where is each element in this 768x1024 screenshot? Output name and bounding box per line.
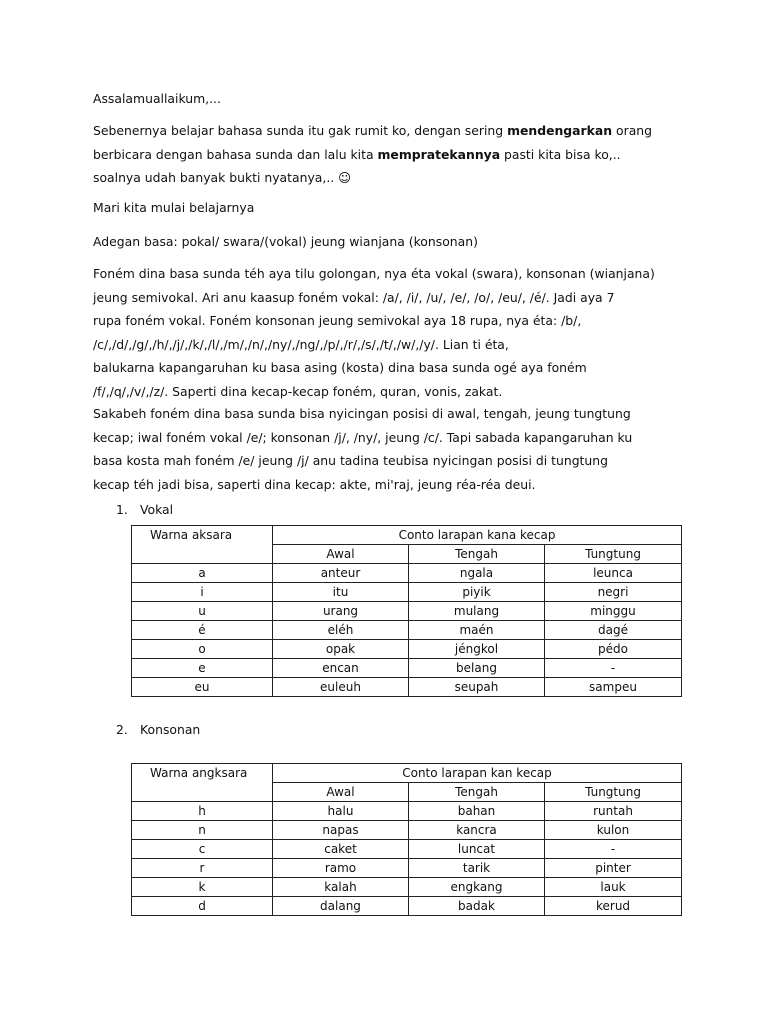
vokal-table — [131, 525, 682, 697]
table-row: i itu piyik negri — [132, 583, 682, 602]
start-line: Mari kita mulai belajarnya — [93, 200, 255, 215]
greeting: Assalamuallaikum,... — [93, 91, 221, 106]
list-item-konsonan: 2. Konsonan — [116, 722, 201, 737]
table-row: d dalang badak kerud — [132, 897, 682, 916]
intro-paragraph — [93, 119, 693, 190]
section-title-konsonan: Konsonan — [140, 722, 201, 737]
bold-word-mempratekannya: mempratekannya — [377, 146, 501, 162]
table-row: c caket luncat - — [132, 840, 682, 859]
table-row: h halu bahan runtah — [132, 802, 682, 821]
posisi-paragraph: Sakabeh foném dina basa sunda bisa nyicingan posisi di awal, tengah, jeung tungtung kecap; iwal foném vokal /e/; konsonan /j/, /ny/, jeung /c/. Tapi sabada kapangaruhan ku basa kosta mah foném /e/ jeung /j/ anu tadina teubisa nyicingan posisi di tungtung kecap téh jadi bisa, saperti dina kecap: akte, mi'raj, jeung réa-réa deui. — [93, 406, 633, 492]
konsonan-table — [131, 763, 682, 916]
intro-line-1: Sebenernya belajar bahasa sunda itu gak rumit ko, dengan sering mendengarkan orang — [93, 123, 653, 138]
table-row: e encan belang - — [132, 659, 682, 678]
table-row: u urang mulang minggu — [132, 602, 682, 621]
bold-word-mendengarkan: mendengarkan — [507, 123, 613, 138]
header-conto-larapan: Conto larapan kana kecap — [273, 526, 682, 545]
section-title-vokal: Vokal — [140, 502, 174, 517]
header-warna-aksara: Warna aksara — [132, 526, 273, 564]
intro-line-3: soalnya udah banyak bukti nyatanya,.. ☺ — [93, 170, 352, 185]
header-tengah: Tengah — [409, 545, 545, 564]
header-tungtung: Tungtung — [545, 545, 682, 564]
adegan-line: Adegan basa: pokal/ swara/(vokal) jeung wianjana (konsonan) — [93, 234, 478, 249]
table-row: r ramo tarik pinter — [132, 859, 682, 878]
header-warna-angksara: Warna angksara — [132, 764, 273, 802]
header-awal: Awal — [273, 783, 409, 802]
header-conto-larapan: Conto larapan kan kecap — [273, 764, 682, 783]
header-tengah: Tengah — [409, 783, 545, 802]
intro-line-2: berbicara dengan bahasa sunda dan lalu kita mempratekannya pasti kita bisa ko,.. — [93, 146, 621, 162]
table-row: k kalah engkang lauk — [132, 878, 682, 897]
table-row: o opak jéngkol pédo — [132, 640, 682, 659]
table-row: eu euleuh seupah sampeu — [132, 678, 682, 697]
table-header-row — [132, 764, 682, 783]
table-header-row — [132, 526, 682, 545]
table-row: a anteur ngala leunca — [132, 564, 682, 583]
list-item-vokal: 1. Vokal — [116, 502, 174, 517]
table-row: n napas kancra kulon — [132, 821, 682, 840]
header-awal: Awal — [273, 545, 409, 564]
header-tungtung: Tungtung — [545, 783, 682, 802]
table-row: é eléh maén dagé — [132, 621, 682, 640]
fonem-paragraph: Foném dina basa sunda téh aya tilu golongan, nya éta vokal (swara), konsonan (wianjana) jeung semivokal. Ari anu kaasup foném vokal: /a/, /i/, /u/, /e/, /o/, /eu/, /é/. Jadi aya 7 rupa foném vokal. Foném konsonan jeung semivokal aya 18 rupa, nya éta: /b/, /c/,/d/,/g/,/h/,/j/,/k/,/l/,/m/,/n/,/ny/,/ng/,/p/,/r/,/s/,/t/,/w/,/y/. Lian ti éta, balukarna kapangaruhan ku basa asing (kosta) dina basa sunda ogé aya foném /f/,/q/,/v/,/z/. Saperti dina kecap-kecap foném, quran, vonis, zakat. — [93, 266, 655, 399]
